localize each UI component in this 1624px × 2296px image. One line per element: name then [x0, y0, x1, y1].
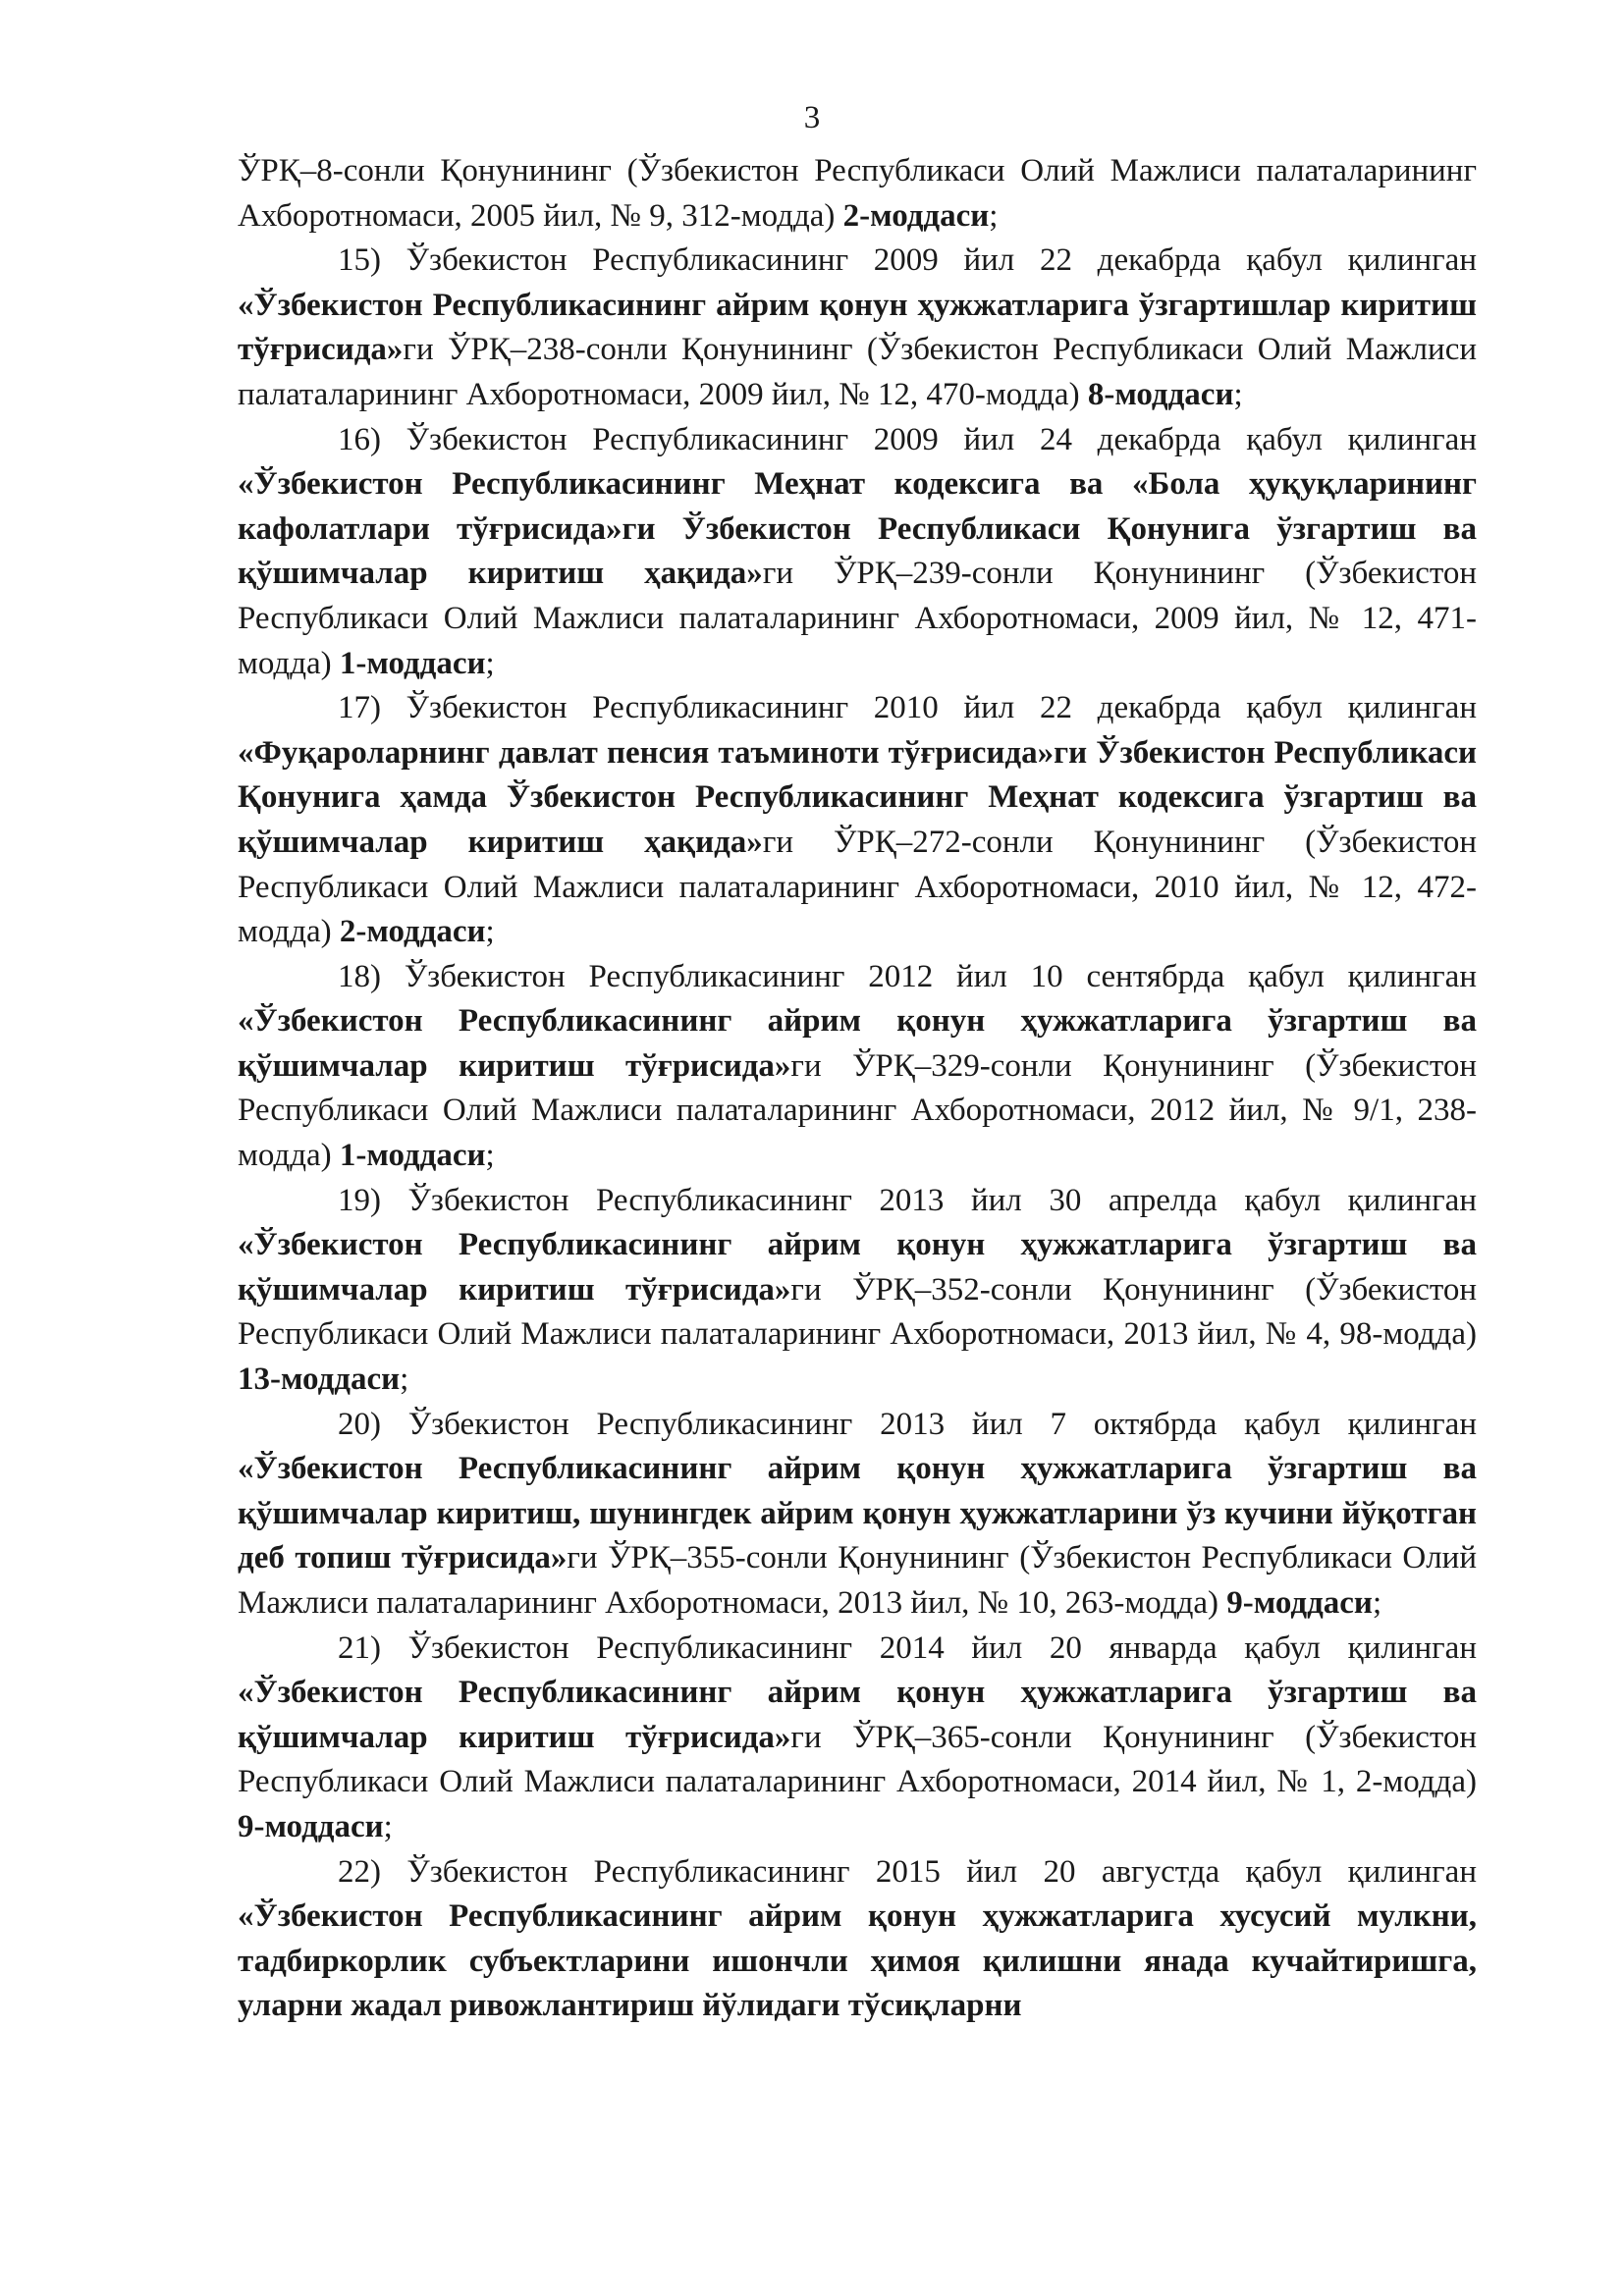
- item-terminator: ;: [1372, 1585, 1382, 1621]
- item-intro: 19) Ўзбекистон Республикасининг 2013 йил 30 апрелда қабул қилинган: [338, 1182, 1477, 1218]
- item-terminator: ;: [989, 197, 999, 234]
- item-terminator: ;: [485, 645, 495, 681]
- law-title: «Ўзбекистон Республикасининг айрим қонун ҳужжатларига ўзгартишлар киритиш тўғрисида»: [238, 287, 1477, 368]
- article-reference: 2-моддаси: [842, 197, 990, 234]
- list-item: [238, 1179, 1477, 1403]
- page-number: 3: [803, 100, 821, 135]
- article-reference: 1-моддаси: [339, 1138, 486, 1174]
- article-reference: 1-моддаси: [339, 645, 486, 681]
- law-title: «Фуқароларнинг давлат пенсия таъминоти тўғрисида»ги Ўзбекистон Республикаси Қонунига ҳамда Ўзбекистон Республикасининг Меҳнат кодексига ўзгартиш ва қўшимчалар киритиш ҳақида»: [238, 734, 1477, 860]
- list-item: [238, 1627, 1477, 1850]
- item-intro: 20) Ўзбекистон Республикасининг 2013 йил 7 октябрда қабул қилинган: [338, 1406, 1477, 1442]
- item-text: ги ЎРҚ–365-сонли Қонунининг (Ўзбекистон Республикаси Олий Мажлиси палаталарининг Ахборотномаси, 2014 йил, № 1, 2-модда): [238, 1719, 1477, 1800]
- item-terminator: ;: [383, 1808, 393, 1844]
- item-intro: 18) Ўзбекистон Республикасининг 2012 йил 10 сентябрда қабул қилинган: [338, 958, 1477, 994]
- law-title: «Ўзбекистон Республикасининг айрим қонун ҳужжатларига хусусий мулкни, тадбиркорлик субъектларини ишончли ҳимоя қилишни янада кучайтиришга, уларни жадал ривожлантириш йўлидаги тўсиқларни: [238, 1898, 1477, 2024]
- law-title: «Ўзбекистон Республикасининг айрим қонун ҳужжатларига ўзгартиш ва қўшимчалар киритиш тўғрисида»: [238, 1003, 1477, 1084]
- document-body: [238, 149, 1477, 2029]
- item-intro: 21) Ўзбекистон Республикасининг 2014 йил 20 январда қабул қилинган: [338, 1629, 1477, 1666]
- item-text: ги ЎРҚ–352-сонли Қонунининг (Ўзбекистон Республикаси Олий Мажлиси палаталарининг Ахборотномаси, 2013 йил, № 4, 98-модда): [238, 1271, 1477, 1353]
- item-terminator: ;: [400, 1362, 409, 1398]
- article-reference: 8-моддаси: [1087, 376, 1234, 412]
- continuation-text: ЎРҚ–8-сонли Қонунининг (Ўзбекистон Республикаси Олий Мажлиси палаталарининг Ахборотномаси, 2005 йил, № 9, 312-модда): [238, 153, 1477, 234]
- list-item: [238, 418, 1477, 687]
- law-title: «Ўзбекистон Республикасининг айрим қонун ҳужжатларига ўзгартиш ва қўшимчалар киритиш тўғрисида»: [238, 1675, 1477, 1755]
- item-text: ги ЎРҚ–329-сонли Қонунининг (Ўзбекистон Республикаси Олий Мажлиси палаталарининг Ахборотномаси, 2012 йил, № 9/1, 238-модда): [238, 1047, 1477, 1174]
- law-title: «Ўзбекистон Республикасининг айрим қонун ҳужжатларига ўзгартиш ва қўшимчалар киритиш тўғрисида»: [238, 1227, 1477, 1308]
- article-reference: 9-моддаси: [1226, 1585, 1373, 1621]
- law-title: «Ўзбекистон Республикасининг Меҳнат кодексига ва «Бола ҳуқуқларининг кафолатлари тўғрисида»ги Ўзбекистон Республикаси Қонунига ўзгартиш ва қўшимчалар киритиш ҳақида»: [238, 466, 1477, 592]
- article-reference: 2-моддаси: [339, 914, 486, 950]
- item-text: ги ЎРҚ–238-сонли Қонунининг (Ўзбекистон Республикаси Олий Мажлиси палаталарининг Ахборотномаси, 2009 йил, № 12, 470-модда): [238, 332, 1477, 412]
- item-intro: 15) Ўзбекистон Республикасининг 2009 йил 22 декабрда қабул қилинган: [338, 242, 1477, 279]
- item-intro: 16) Ўзбекистон Республикасининг 2009 йил 24 декабрда қабул қилинган: [338, 421, 1477, 457]
- list-item: [238, 1850, 1477, 2029]
- item-intro: 17) Ўзбекистон Республикасининг 2010 йил 22 декабрда қабул қилинган: [338, 690, 1477, 726]
- article-reference: 9-моддаси: [238, 1808, 384, 1844]
- item-text: ги ЎРҚ–239-сонли Қонунининг (Ўзбекистон Республикаси Олий Мажлиси палаталарининг Ахборотномаси, 2009 йил, № 12, 471-модда): [238, 556, 1477, 681]
- item-terminator: ;: [485, 1138, 495, 1174]
- list-item: [238, 239, 1477, 417]
- list-item: [238, 686, 1477, 955]
- continuation-paragraph: [238, 149, 1477, 239]
- article-reference: 13-моддаси: [238, 1362, 401, 1398]
- item-text: ги ЎРҚ–355-сонли Қонунининг (Ўзбекистон Республикаси Олий Мажлиси палаталарининг Ахборотномаси, 2013 йил, № 10, 263-модда): [238, 1540, 1477, 1621]
- item-intro: 22) Ўзбекистон Республикасининг 2015 йил 20 августда қабул қилинган: [338, 1853, 1477, 1890]
- item-terminator: ;: [485, 914, 495, 950]
- item-terminator: ;: [1233, 376, 1243, 412]
- list-item: [238, 955, 1477, 1179]
- item-text: ги ЎРҚ–272-сонли Қонунининг (Ўзбекистон Республикаси Олий Мажлиси палаталарининг Ахборотномаси, 2010 йил, № 12, 472-модда): [238, 824, 1477, 950]
- list-item: [238, 1403, 1477, 1627]
- law-title: «Ўзбекистон Республикасининг айрим қонун ҳужжатларига ўзгартиш ва қўшимчалар киритиш, шунингдек айрим қонун ҳужжатларини ўз кучини йўқотган деб топиш тўғрисида»: [238, 1451, 1477, 1576]
